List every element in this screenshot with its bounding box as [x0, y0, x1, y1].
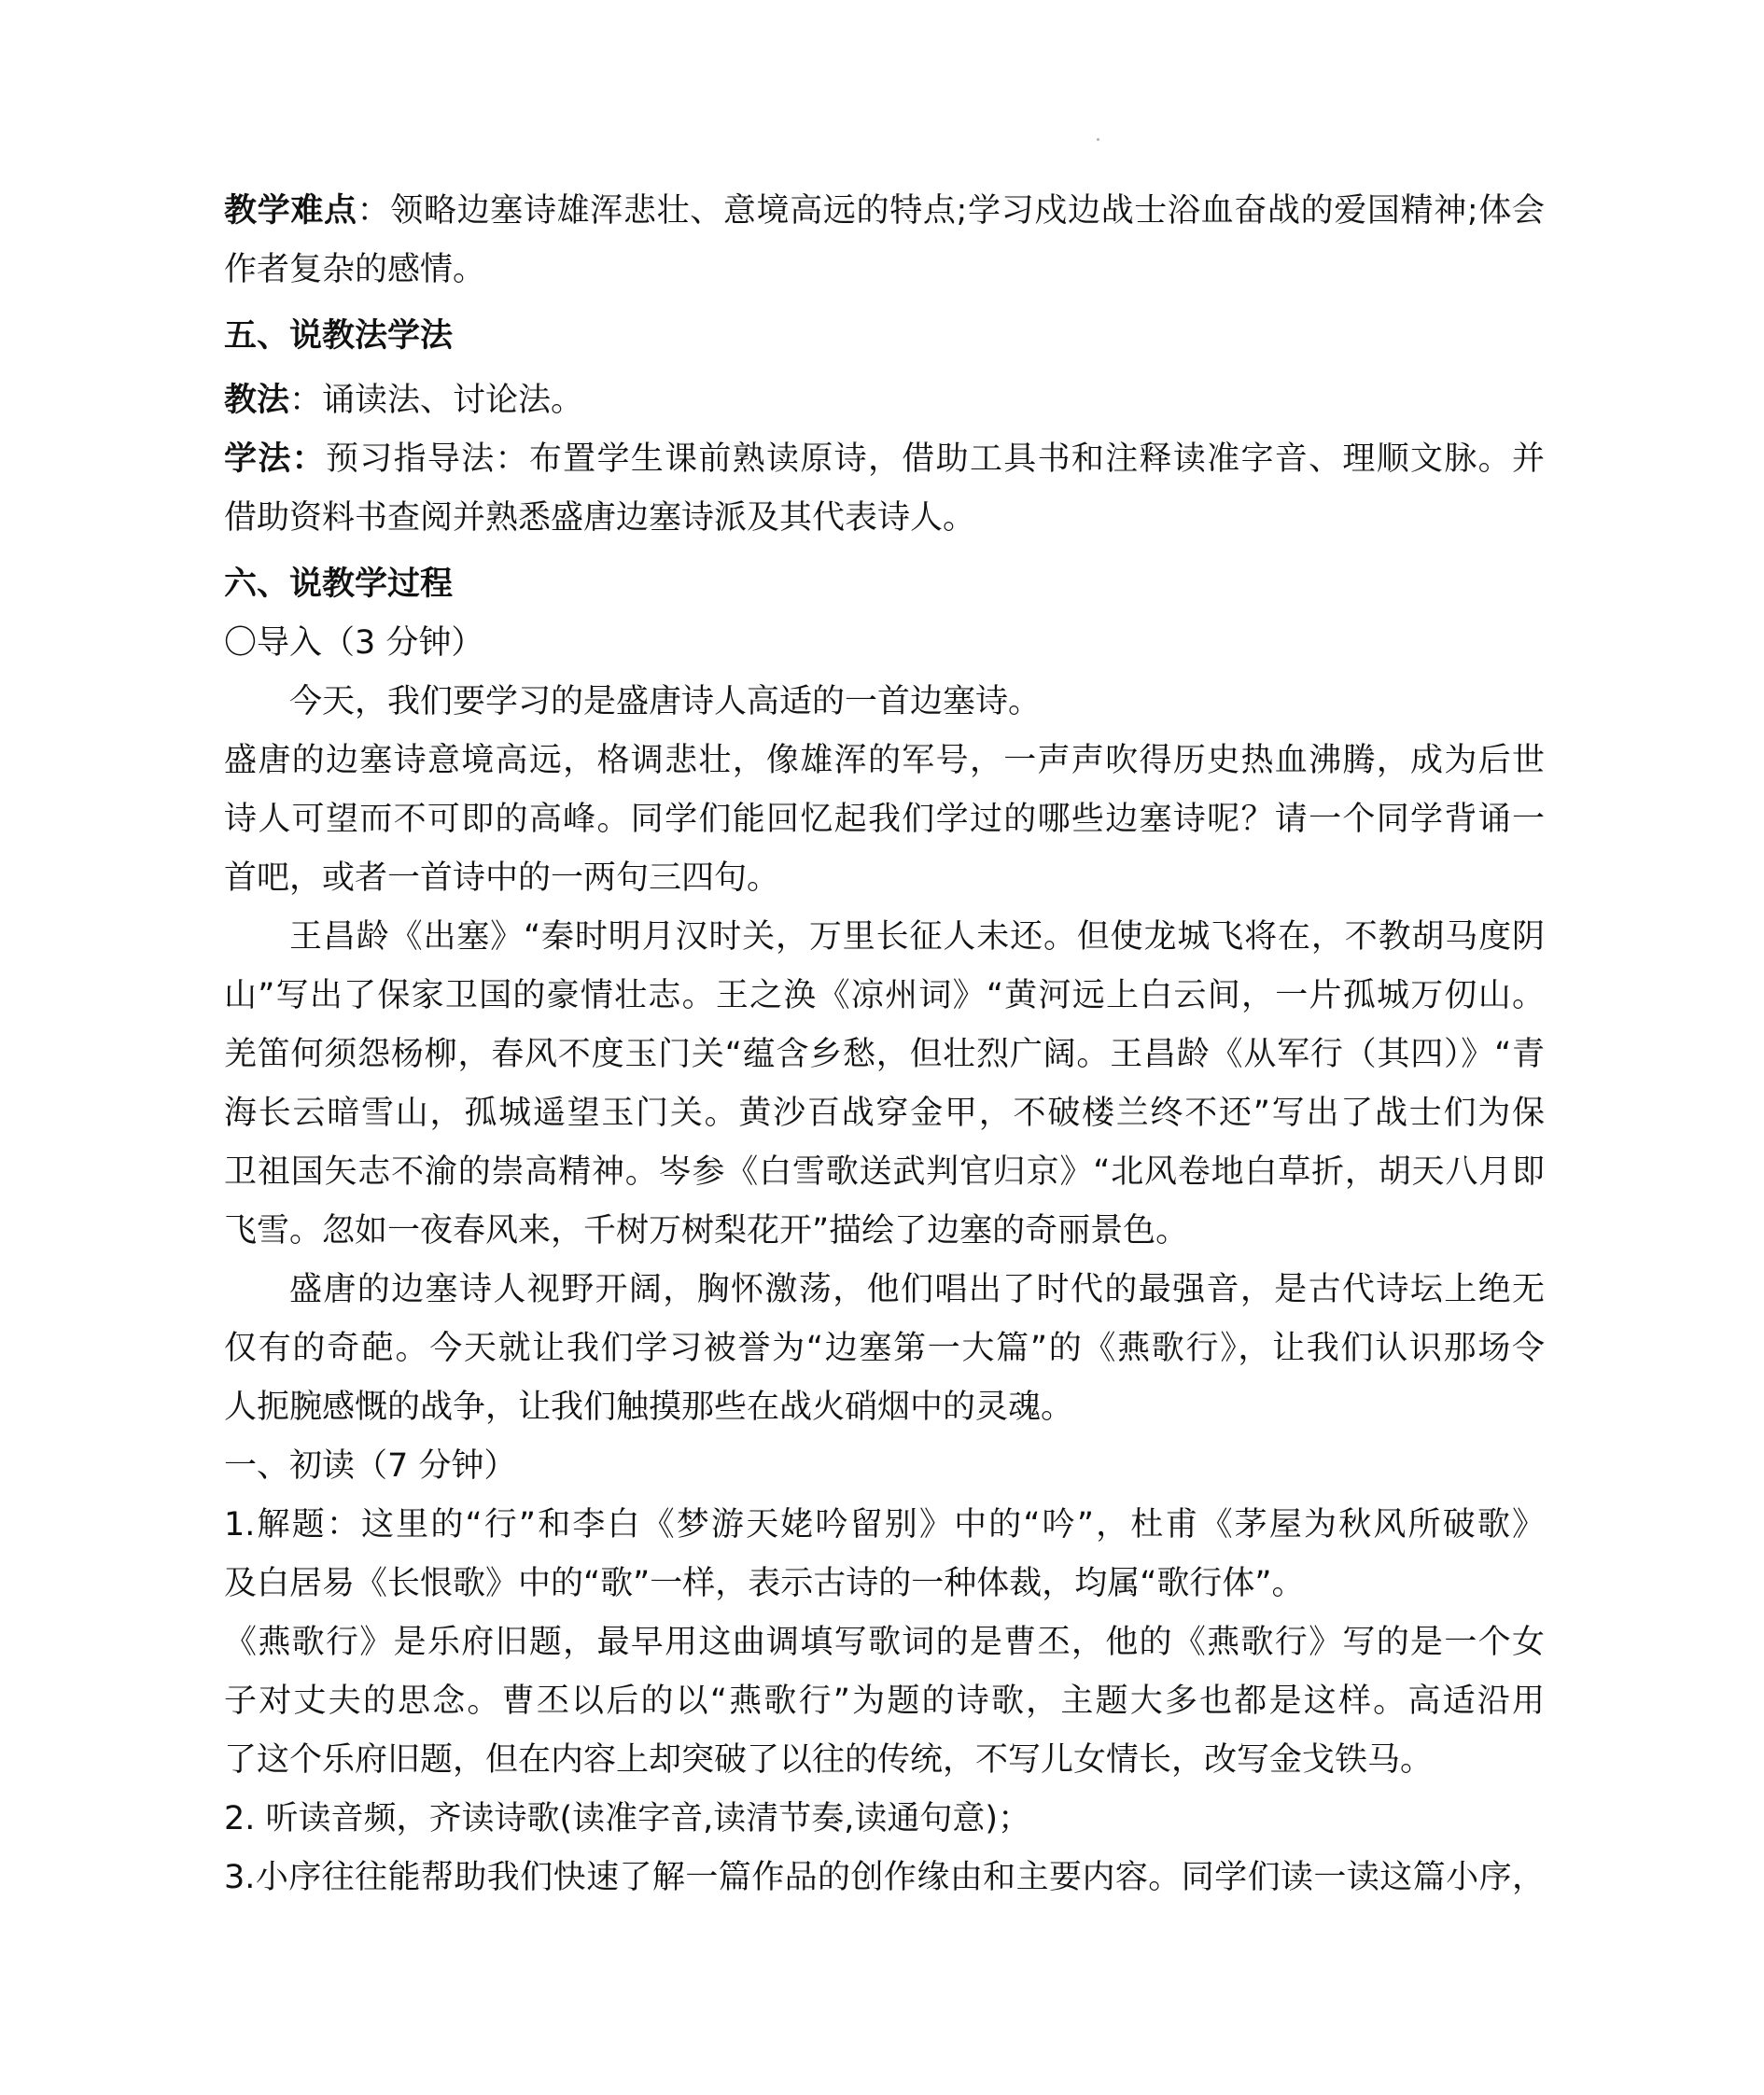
paragraph-2-line-3: 首吧，或者一首诗中的一两句三四句。 — [224, 859, 780, 897]
reading-heading: 一、初读（7 分钟） — [224, 1447, 517, 1485]
paragraph-2-line-1: 盛唐的边塞诗意境高远，格调悲壮，像雄浑的军号，一声声吹得历史热血沸腾，成为后世 — [224, 742, 1545, 779]
section-5-title: 五、说教法学法 — [224, 317, 454, 355]
item-1-cont-line-1: 《燕歌行》是乐府旧题，最早用这曲调填写歌词的是曹丕，他的《燕歌行》写的是一个女 — [224, 1624, 1545, 1661]
paragraph-2-line-2: 诗人可望而不可即的高峰。同学们能回忆起我们学过的哪些边塞诗呢？请一个同学背诵一 — [224, 801, 1545, 838]
learn-method-line-2: 借助资料书查阅并熟悉盛唐边塞诗派及其代表诗人。 — [224, 499, 976, 537]
section-6-title: 六、说教学过程 — [224, 566, 454, 603]
paragraph-3-line-5: 卫祖国矢志不渝的崇高精神。岑参《白雪歌送武判官归京》“北风卷地白草折，胡天八月即 — [224, 1153, 1545, 1191]
difficulty-line-2: 作者复杂的感情。 — [224, 251, 486, 288]
teach-method-text: ：诵读法、讨论法。 — [289, 382, 584, 419]
item-2: 2. 听读音频，齐读诗歌(读准字音,读清节奏,读通句意)； — [224, 1800, 1031, 1837]
paragraph-3-line-2: 山”写出了保家卫国的豪情壮志。王之涣《凉州词》“黄河远上白云间，一片孤城万仞山。 — [224, 977, 1545, 1014]
difficulty-text-1: ：领略边塞诗雄浑悲壮、意境高远的特点;学习戍边战士浴血奋战的爱国精神;体会 — [357, 192, 1545, 230]
item-1-cont-line-2: 子对丈夫的思念。曹丕以后的以“燕歌行”为题的诗歌，主题大多也都是这样。高适沿用 — [224, 1683, 1545, 1720]
learn-method-text-1: 预习指导法：布置学生课前熟读原诗，借助工具书和注释读准字音、理顺文脉。并 — [325, 440, 1545, 478]
item-1-line-1: 1.解题：这里的“行”和李白《梦游天姥吟留别》中的“吟”，杜甫《茅屋为秋风所破歌》 — [224, 1506, 1545, 1543]
difficulty-line-1 — [224, 182, 1545, 241]
paragraph-3-line-1: 王昌龄《出塞》“秦时明月汉时关，万里长征人未还。但使龙城飞将在，不教胡马度阴 — [289, 918, 1545, 956]
paragraph-3-line-6: 飞雪。忽如一夜春风来，千树万树梨花开”描绘了边塞的奇丽景色。 — [224, 1212, 1189, 1250]
paragraph-4-line-1: 盛唐的边塞诗人视野开阔，胸怀激荡，他们唱出了时代的最强音，是古代诗坛上绝无 — [289, 1271, 1545, 1308]
paragraph-1: 今天，我们要学习的是盛唐诗人高适的一首边塞诗。 — [289, 683, 1042, 720]
scan-speck — [1097, 138, 1099, 141]
item-1-cont-line-3: 了这个乐府旧题，但在内容上却突破了以往的传统，不写儿女情长，改写金戈铁马。 — [224, 1741, 1434, 1779]
paragraph-4-line-2: 仅有的奇葩。今天就让我们学习被誉为“边塞第一大篇”的《燕歌行》，让我们认识那场令 — [224, 1330, 1545, 1367]
paragraph-3-line-3: 羌笛何须怨杨柳，春风不度玉门关“蕴含乡愁，但壮烈广阔。王昌龄《从军行（其四）》“青 — [224, 1036, 1545, 1073]
learn-method-line-1 — [224, 430, 1545, 489]
intro-heading: 〇导入（3 分钟） — [224, 624, 484, 662]
teach-method-label: 教法 — [224, 382, 290, 419]
paragraph-4-line-3: 人扼腕感慨的战争，让我们触摸那些在战火硝烟中的灵魂。 — [224, 1389, 1074, 1426]
item-1-line-2: 及白居易《长恨歌》中的“歌”一样，表示古诗的一种体裁，均属“歌行体”。 — [224, 1565, 1305, 1602]
document-page — [224, 182, 1545, 1907]
learn-method-label: 学法： — [224, 440, 326, 478]
teach-method-line — [224, 371, 1545, 430]
paragraph-3-line-4: 海长云暗雪山，孤城遥望玉门关。黄沙百战穿金甲，不破楼兰终不还”写出了战士们为保 — [224, 1095, 1545, 1132]
item-3: 3.小序往往能帮助我们快速了解一篇作品的创作缘由和主要内容。同学们读一读这篇小序， — [224, 1859, 1545, 1896]
difficulty-label: 教学难点 — [224, 192, 357, 230]
